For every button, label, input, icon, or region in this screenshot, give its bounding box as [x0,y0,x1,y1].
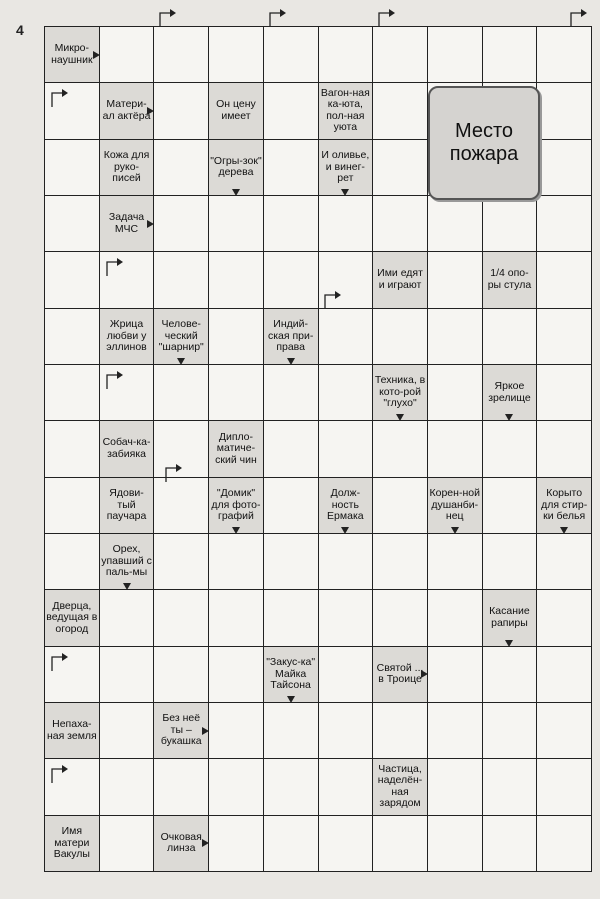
arrow-down-icon [287,696,295,703]
grid-cell[interactable] [45,759,100,815]
grid-cell[interactable] [264,140,319,196]
grid-cell[interactable] [154,759,209,815]
grid-cell[interactable] [428,196,483,252]
grid-cell[interactable] [428,365,483,421]
clue-text: Корыто для стир-ки белья [541,487,588,523]
grid-cell[interactable] [373,83,428,139]
grid-cell[interactable] [154,534,209,590]
grid-cell[interactable] [154,252,209,308]
clue-cell-indiyskaya [264,309,319,365]
grid-cell[interactable] [209,309,264,365]
grid-cell[interactable] [373,703,428,759]
clue-text: Жрица любви у эллинов [106,318,147,354]
clue-text: Касание рапиры [489,605,530,629]
grid-cell[interactable] [537,252,592,308]
clue-text: Челове-ческий "шарнир" [158,318,204,354]
clue-cell-koryto [537,478,592,534]
clue-cell-yarkoe [483,365,538,421]
clue-text: Вагон-ная ка-юта, пол-ная уюта [320,86,370,134]
clue-text: "Домик" для фото-графий [211,487,261,523]
bent-arrow-icon [266,7,288,29]
clue-cell-opora-stula [483,252,538,308]
grid-cell[interactable] [319,759,374,815]
grid-cell[interactable] [537,816,592,872]
arrow-right-icon [147,220,154,228]
grid-cell[interactable] [373,196,428,252]
grid-cell[interactable] [45,309,100,365]
clue-cell-sharnir [154,309,209,365]
clue-cell-imi-edyat [373,252,428,308]
clue-text: 1/4 опо-ры стула [487,267,532,291]
grid-cell[interactable] [319,309,374,365]
clue-cell-diplomat [209,421,264,477]
grid-cell[interactable] [209,816,264,872]
clue-cell-kozha [100,140,155,196]
grid-cell[interactable] [264,421,319,477]
clue-text: Индий-ская при-права [267,318,314,354]
clue-cell-material-aktera [100,83,155,139]
grid-cell[interactable] [373,816,428,872]
grid-cell[interactable] [483,421,538,477]
grid-cell[interactable] [483,534,538,590]
arrow-right-icon [202,839,209,847]
grid-cell[interactable] [373,590,428,646]
grid-cell[interactable] [264,365,319,421]
clue-cell-zadacha-mchs [100,196,155,252]
grid-cell[interactable] [100,816,155,872]
clue-cell-sobachka [100,421,155,477]
grid-cell[interactable] [537,590,592,646]
grid-cell[interactable] [100,647,155,703]
arrow-down-icon [451,527,459,534]
grid-cell[interactable] [45,421,100,477]
clue-text: Орех, упавший с паль-мы [101,543,152,579]
bent-arrow-icon [48,763,70,785]
bent-arrow-icon [103,369,125,391]
clue-text: Он цену имеет [216,98,256,122]
bent-arrow-icon [567,7,589,29]
clue-cell-vagon [319,83,374,139]
grid-cell[interactable] [373,140,428,196]
grid-cell[interactable] [264,816,319,872]
grid-cell[interactable] [100,590,155,646]
grid-cell[interactable] [483,27,538,83]
bent-arrow-icon [48,651,70,673]
grid-cell[interactable] [319,703,374,759]
grid-cell[interactable] [537,365,592,421]
clue-text: Корен-ной душанби-нец [429,487,480,523]
grid-cell[interactable] [428,309,483,365]
clue-text: Без неё ты – букашка [160,712,202,748]
clue-text: Дверца, ведущая в огород [46,599,98,635]
grid-cell[interactable] [154,478,209,534]
clue-text: Долж-ность Ермака [327,487,364,523]
highlight-box: Место пожара [428,86,540,200]
clue-cell-dverca [45,590,100,646]
grid-cell[interactable] [373,478,428,534]
grid-cell[interactable] [45,140,100,196]
grid-cell[interactable] [154,196,209,252]
arrow-down-icon [177,358,185,365]
clue-text: Ядови-тый паучара [106,487,147,523]
clue-text: Очковая линза [160,830,202,855]
grid-cell[interactable] [428,759,483,815]
grid-cell[interactable] [154,140,209,196]
clue-text: Непаха-ная земля [46,718,97,742]
grid-cell[interactable] [154,83,209,139]
grid-cell[interactable] [319,365,374,421]
grid-cell[interactable] [209,365,264,421]
grid-cell[interactable] [154,590,209,646]
grid-cell[interactable] [428,421,483,477]
clue-cell-oreh [100,534,155,590]
clue-cell-kasanie [483,590,538,646]
grid-cell[interactable] [264,703,319,759]
grid-cell[interactable] [209,590,264,646]
grid-cell[interactable] [373,27,428,83]
clue-text: Яркое зрелище [488,380,531,404]
grid-cell[interactable] [319,816,374,872]
grid-cell[interactable] [45,83,100,139]
grid-cell[interactable] [428,534,483,590]
grid-cell[interactable] [373,309,428,365]
bent-arrow-icon [375,7,397,29]
grid-cell[interactable] [154,365,209,421]
clue-cell-tehnika [373,365,428,421]
arrow-down-icon [560,527,568,534]
grid-cell[interactable] [209,703,264,759]
grid-cell[interactable] [209,196,264,252]
grid-cell[interactable] [319,590,374,646]
grid-cell[interactable] [537,647,592,703]
clue-text: "Закус-ка" Майка Тайсона [266,656,316,692]
arrow-down-icon [341,527,349,534]
grid-cell[interactable] [209,27,264,83]
arrow-down-icon [232,527,240,534]
grid-cell[interactable] [428,27,483,83]
grid-cell[interactable] [537,196,592,252]
grid-cell[interactable] [209,534,264,590]
grid-cell[interactable] [209,647,264,703]
clue-text: Имя матери Вакулы [53,825,90,861]
grid-cell[interactable] [537,83,592,139]
grid-cell[interactable] [537,759,592,815]
grid-cell[interactable] [264,534,319,590]
grid-cell[interactable] [45,365,100,421]
grid-cell[interactable] [373,534,428,590]
grid-cell[interactable] [264,252,319,308]
grid-cell[interactable] [45,252,100,308]
grid-cell[interactable] [483,478,538,534]
grid-cell[interactable] [319,647,374,703]
clue-text: Задача МЧС [108,211,145,235]
grid-cell[interactable] [483,647,538,703]
grid-cell[interactable] [483,309,538,365]
grid-cell[interactable] [154,647,209,703]
grid-cell[interactable] [537,140,592,196]
grid-cell[interactable] [537,703,592,759]
grid-cell[interactable] [428,647,483,703]
clue-cell-ochkovaya [154,816,209,872]
arrow-down-icon [287,358,295,365]
clue-cell-nepahanaya [45,703,100,759]
arrow-down-icon [396,414,404,421]
clue-text: Микро-наушник [51,42,93,66]
grid-cell[interactable] [428,703,483,759]
bent-arrow-icon [48,87,70,109]
grid-cell[interactable] [537,421,592,477]
grid-cell[interactable] [264,590,319,646]
arrow-down-icon [123,583,131,590]
grid-cell[interactable] [264,759,319,815]
grid-cell[interactable] [45,647,100,703]
arrow-right-icon [421,670,428,678]
grid-cell[interactable] [373,421,428,477]
clue-cell-dolzhnost [319,478,374,534]
clue-text: Техника, в кото-рой "глухо" [374,374,426,410]
clue-text: Диплo-матиче-ский чин [215,430,257,466]
clue-cell-olivie [319,140,374,196]
grid-cell[interactable] [537,534,592,590]
clue-text: Частица, наделён-ная зарядом [377,762,423,810]
bent-arrow-icon [321,289,343,311]
bent-arrow-icon [103,256,125,278]
grid-cell[interactable] [483,816,538,872]
grid-cell[interactable] [483,759,538,815]
grid-cell[interactable] [100,703,155,759]
grid-cell[interactable] [100,27,155,83]
clue-cell-chastica [373,759,428,815]
arrow-down-icon [505,414,513,421]
clue-cell-zakuska [264,647,319,703]
clue-text: Матери-ал актёра [102,98,151,122]
clue-text: И оливье, и винег-рет [321,149,370,185]
grid-cell[interactable] [209,759,264,815]
grid-cell[interactable] [264,196,319,252]
grid-cell[interactable] [264,83,319,139]
grid-cell[interactable] [319,534,374,590]
grid-cell[interactable] [209,252,264,308]
arrow-right-icon [202,727,209,735]
grid-cell[interactable] [428,590,483,646]
grid-cell[interactable] [100,759,155,815]
grid-cell[interactable] [319,27,374,83]
grid-cell[interactable] [100,252,155,308]
clue-cell-yadovityi [100,478,155,534]
clue-text: Кожа для руко-писей [103,149,150,185]
clue-cell-imya-materi [45,816,100,872]
grid-cell[interactable] [319,421,374,477]
clue-text: Святой ... в Троице [376,661,424,686]
grid-cell[interactable] [537,309,592,365]
bent-arrow-icon [156,7,178,29]
grid-cell[interactable] [428,252,483,308]
clue-text: Ими едят и играют [377,267,423,291]
grid-cell[interactable] [264,478,319,534]
arrow-down-icon [505,640,513,647]
clue-text: Собач-ка-забияка [102,436,151,460]
grid-cell[interactable] [537,27,592,83]
grid-cell[interactable] [483,196,538,252]
arrow-right-icon [93,51,100,59]
clue-cell-ogryzok [209,140,264,196]
grid-cell[interactable] [45,534,100,590]
grid-cell[interactable] [45,478,100,534]
grid-cell[interactable] [264,27,319,83]
grid-cell[interactable] [100,365,155,421]
grid-cell[interactable] [45,196,100,252]
page-number: 4 [16,22,24,38]
grid-cell[interactable] [428,816,483,872]
clue-text: "Огры-зок" дерева [210,154,262,179]
arrow-right-icon [147,107,154,115]
arrow-down-icon [341,189,349,196]
grid-cell[interactable] [319,196,374,252]
grid-cell[interactable] [154,27,209,83]
clue-cell-svyatoi [373,647,428,703]
clue-cell-bez-nee [154,703,209,759]
clue-cell-on-cenu-imeet [209,83,264,139]
bent-arrow-icon [162,462,184,484]
clue-cell-domik [209,478,264,534]
arrow-down-icon [232,189,240,196]
grid-cell[interactable] [483,703,538,759]
clue-cell-mikronaushnik [45,27,100,83]
clue-cell-korennoi [428,478,483,534]
clue-cell-zhrica [100,309,155,365]
